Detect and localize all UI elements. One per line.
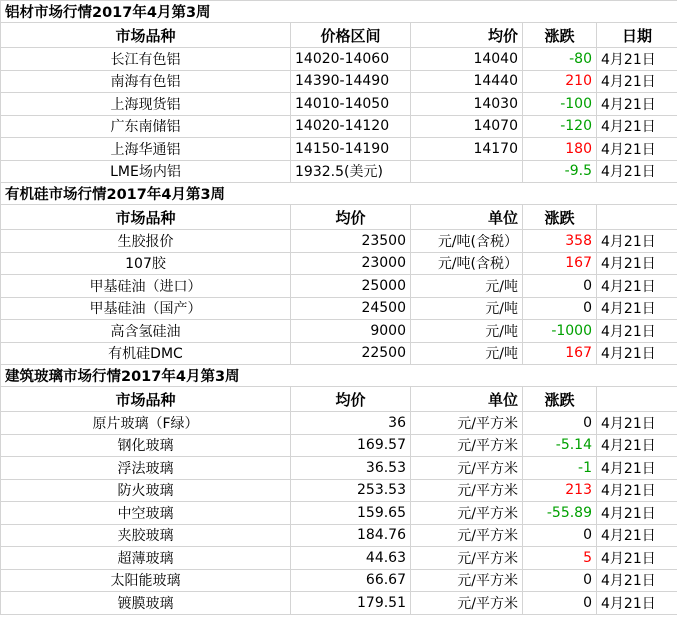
table-row [1, 230, 677, 253]
unit-cell: 元/平方米 [411, 547, 523, 570]
avg-price-cell: 66.67 [291, 569, 411, 592]
unit-cell: 元/平方米 [411, 479, 523, 502]
date-cell: 4月21日 [597, 297, 677, 320]
unit-cell: 元/吨(含税） [411, 230, 523, 253]
date-cell: 4月21日 [597, 230, 677, 253]
header-variety: 市场品种 [1, 387, 291, 412]
table-row [1, 138, 677, 161]
change-cell: 0 [523, 569, 597, 592]
unit-cell: 元/吨 [411, 320, 523, 343]
avg-price-cell: 14170 [411, 138, 523, 161]
aluminum-header-row [1, 23, 677, 48]
variety-cell: 甲基硅油（国产） [1, 297, 291, 320]
date-cell: 4月21日 [597, 93, 677, 116]
variety-cell: LME场内铝 [1, 160, 291, 183]
section-title-row [1, 1, 677, 23]
change-cell: -55.89 [523, 502, 597, 525]
change-cell: -100 [523, 93, 597, 116]
unit-cell: 元/平方米 [411, 457, 523, 480]
variety-cell: 生胶报价 [1, 230, 291, 253]
table-row [1, 524, 677, 547]
table-row [1, 160, 677, 183]
change-cell: 0 [523, 297, 597, 320]
variety-cell: 镀膜玻璃 [1, 592, 291, 615]
unit-cell: 元/平方米 [411, 434, 523, 457]
table-row [1, 252, 677, 275]
header-unit: 单位 [411, 387, 523, 412]
change-cell: 213 [523, 479, 597, 502]
price-range-cell: 14390-14490 [291, 70, 411, 93]
table-row [1, 502, 677, 525]
date-cell: 4月21日 [597, 569, 677, 592]
header-variety: 市场品种 [1, 23, 291, 48]
variety-cell: 中空玻璃 [1, 502, 291, 525]
avg-price-cell: 179.51 [291, 592, 411, 615]
table-row [1, 457, 677, 480]
change-cell: 358 [523, 230, 597, 253]
avg-price-cell: 253.53 [291, 479, 411, 502]
avg-price-cell: 184.76 [291, 524, 411, 547]
price-range-cell: 1932.5(美元) [291, 160, 411, 183]
unit-cell: 元/平方米 [411, 569, 523, 592]
change-cell: 0 [523, 524, 597, 547]
change-cell: -1000 [523, 320, 597, 343]
table-row [1, 320, 677, 343]
avg-price-cell: 9000 [291, 320, 411, 343]
table-row [1, 434, 677, 457]
header-price-range: 价格区间 [291, 23, 411, 48]
change-cell: 0 [523, 412, 597, 435]
variety-cell: 有机硅DMC [1, 342, 291, 365]
change-cell: -9.5 [523, 160, 597, 183]
variety-cell: 防火玻璃 [1, 479, 291, 502]
variety-cell: 甲基硅油（进口） [1, 275, 291, 298]
avg-price-cell: 14070 [411, 115, 523, 138]
date-cell: 4月21日 [597, 479, 677, 502]
variety-cell: 超薄玻璃 [1, 547, 291, 570]
date-cell: 4月21日 [597, 320, 677, 343]
price-range-cell: 14150-14190 [291, 138, 411, 161]
date-cell: 4月21日 [597, 275, 677, 298]
variety-cell: 长江有色铝 [1, 48, 291, 71]
unit-cell: 元/吨 [411, 342, 523, 365]
glass-header-row [1, 387, 677, 412]
table-row [1, 547, 677, 570]
date-cell: 4月21日 [597, 115, 677, 138]
variety-cell: 钢化玻璃 [1, 434, 291, 457]
date-cell: 4月21日 [597, 592, 677, 615]
avg-price-cell: 159.65 [291, 502, 411, 525]
table-row [1, 48, 677, 71]
change-cell: -120 [523, 115, 597, 138]
variety-cell: 原片玻璃（F绿） [1, 412, 291, 435]
unit-cell: 元/吨 [411, 275, 523, 298]
price-range-cell: 14020-14060 [291, 48, 411, 71]
date-cell: 4月21日 [597, 547, 677, 570]
glass-section-title: 建筑玻璃市场行情2017年4月第3周 [1, 365, 677, 387]
avg-price-cell: 25000 [291, 275, 411, 298]
table-row [1, 342, 677, 365]
date-cell: 4月21日 [597, 457, 677, 480]
change-cell: 180 [523, 138, 597, 161]
silicone-section-title: 有机硅市场行情2017年4月第3周 [1, 183, 677, 205]
table-row [1, 70, 677, 93]
variety-cell: 上海华通铝 [1, 138, 291, 161]
variety-cell: 夹胶玻璃 [1, 524, 291, 547]
avg-price-cell: 36 [291, 412, 411, 435]
avg-price-cell: 23500 [291, 230, 411, 253]
table-row [1, 592, 677, 615]
header-date: 日期 [597, 23, 677, 48]
change-cell: -5.14 [523, 434, 597, 457]
header-avg-price: 均价 [411, 23, 523, 48]
variety-cell: 南海有色铝 [1, 70, 291, 93]
unit-cell: 元/平方米 [411, 412, 523, 435]
date-cell: 4月21日 [597, 160, 677, 183]
table-row [1, 297, 677, 320]
header-avg-price: 均价 [291, 205, 411, 230]
aluminum-section-title: 铝材市场行情2017年4月第3周 [1, 1, 677, 23]
avg-price-cell: 23000 [291, 252, 411, 275]
avg-price-cell [411, 160, 523, 183]
section-title-row [1, 183, 677, 205]
table-row [1, 479, 677, 502]
change-cell: -1 [523, 457, 597, 480]
unit-cell: 元/平方米 [411, 592, 523, 615]
section-title-row [1, 365, 677, 387]
date-cell: 4月21日 [597, 434, 677, 457]
date-cell: 4月21日 [597, 48, 677, 71]
table-row [1, 275, 677, 298]
date-cell: 4月21日 [597, 138, 677, 161]
header-avg-price: 均价 [291, 387, 411, 412]
change-cell: 167 [523, 252, 597, 275]
table-body [1, 1, 677, 615]
change-cell: -80 [523, 48, 597, 71]
avg-price-cell: 14030 [411, 93, 523, 116]
header-empty [597, 205, 677, 230]
unit-cell: 元/平方米 [411, 502, 523, 525]
price-range-cell: 14010-14050 [291, 93, 411, 116]
avg-price-cell: 14040 [411, 48, 523, 71]
header-empty [597, 387, 677, 412]
avg-price-cell: 24500 [291, 297, 411, 320]
table-row [1, 115, 677, 138]
date-cell: 4月21日 [597, 502, 677, 525]
unit-cell: 元/吨(含税） [411, 252, 523, 275]
price-range-cell: 14020-14120 [291, 115, 411, 138]
avg-price-cell: 36.53 [291, 457, 411, 480]
header-change: 涨跌 [523, 205, 597, 230]
avg-price-cell: 14440 [411, 70, 523, 93]
table-row [1, 569, 677, 592]
avg-price-cell: 169.57 [291, 434, 411, 457]
change-cell: 5 [523, 547, 597, 570]
unit-cell: 元/吨 [411, 297, 523, 320]
variety-cell: 广东南储铝 [1, 115, 291, 138]
header-change: 涨跌 [523, 23, 597, 48]
silicone-header-row [1, 205, 677, 230]
header-change: 涨跌 [523, 387, 597, 412]
avg-price-cell: 44.63 [291, 547, 411, 570]
change-cell: 0 [523, 275, 597, 298]
date-cell: 4月21日 [597, 70, 677, 93]
variety-cell: 浮法玻璃 [1, 457, 291, 480]
change-cell: 210 [523, 70, 597, 93]
date-cell: 4月21日 [597, 342, 677, 365]
variety-cell: 107胶 [1, 252, 291, 275]
date-cell: 4月21日 [597, 252, 677, 275]
variety-cell: 上海现货铝 [1, 93, 291, 116]
unit-cell: 元/平方米 [411, 524, 523, 547]
change-cell: 167 [523, 342, 597, 365]
variety-cell: 太阳能玻璃 [1, 569, 291, 592]
date-cell: 4月21日 [597, 412, 677, 435]
header-unit: 单位 [411, 205, 523, 230]
table-row [1, 412, 677, 435]
header-variety: 市场品种 [1, 205, 291, 230]
change-cell: 0 [523, 592, 597, 615]
variety-cell: 高含氢硅油 [1, 320, 291, 343]
date-cell: 4月21日 [597, 524, 677, 547]
avg-price-cell: 22500 [291, 342, 411, 365]
table-row [1, 93, 677, 116]
